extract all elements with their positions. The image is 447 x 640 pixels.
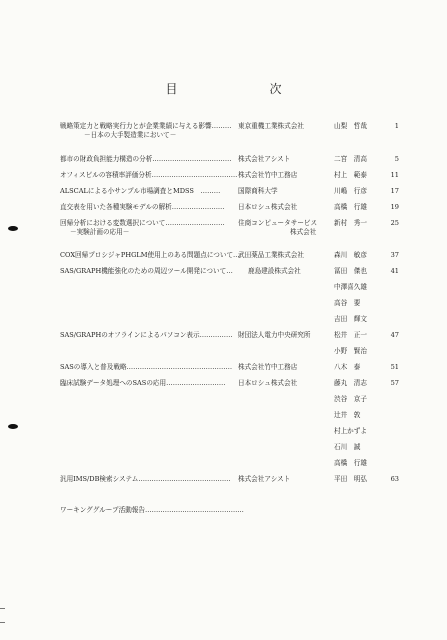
toc-entry [0,330,447,340]
page-title: 目 次 [165,82,322,96]
entry-org: 株式会社竹中工務店 [238,363,298,371]
scan-mark [0,622,5,623]
entry-page: 19 [390,203,399,211]
entry-title: 戦略策定力と戦略実行力とが企業業績に与える影響……… [60,122,232,130]
toc-entry [0,154,447,164]
entry-title: SASの導入と普及戦略………………………………………… [60,363,233,371]
entry-org-cont: 株式会社 [290,228,317,236]
entry-page: 17 [390,187,399,195]
entry-author: 平田 明弘 [334,475,367,483]
entry-author: 川嶋 行彦 [334,187,367,195]
toc-entry [0,170,447,180]
toc-entry [0,362,447,372]
entry-subtitle: －実験計画の応用－ [70,228,130,236]
entry-page: 25 [390,219,399,227]
entry-org: 鹿島建設株式会社 [248,267,301,275]
entry-page: 5 [394,155,399,163]
entry-subtitle: －日本の大手製造業において－ [84,131,177,139]
scan-mark [8,424,18,429]
entry-author: 松井 正一 [334,331,367,339]
entry-title: ALSCALによる小サンプル市場調査とMDSS ……… [60,187,221,195]
entry-author: 山梨 哲哉 [334,122,367,130]
entry-page: 63 [390,475,399,483]
entry-title: 直交表を用いた各種実験モデルの解析…………………… [60,203,225,211]
entry-title: 都市の財政負担能力構造の分析……………………………… [60,155,232,163]
entry-page: 11 [390,171,399,179]
entry-title: 臨床試験データ処理へのSASの応用……………………… [60,379,226,387]
entry-org: 東京重機工業株式会社 [238,122,304,130]
entry-coauthor: 渋谷 京子 [334,395,367,403]
toc-entry [0,202,447,212]
entry-author: 森川 敏彦 [334,251,367,259]
toc-entry [0,250,447,260]
entry-title: 汎用IMS/DB検索システム…………………………………… [60,475,231,483]
entry-author: 村上 範泰 [334,171,367,179]
scan-mark [8,226,18,231]
entry-coauthor: 高谷 要 [334,299,361,307]
entry-title: COX回帰プロシジャPHGLM使用上のある問題点について… [60,251,240,259]
entry-coauthor: 辻井 敦 [334,411,361,419]
entry-org: 住商コンピュータサービス [238,219,318,227]
entry-title: オフィスビルの容積率評価分析………………………………… [60,171,238,179]
toc-entry [0,186,447,196]
entry-coauthor: 中澤喜久雄 [334,283,367,291]
toc-entry [0,266,447,276]
toc-entry [0,121,447,131]
entry-page: 57 [390,379,399,387]
entry-coauthor: 村上かずよ [334,427,367,435]
scan-mark [0,608,5,609]
entry-author: 高橋 行雄 [334,203,367,211]
entry-org: 武田薬品工業株式会社 [238,251,304,259]
toc-entry [0,505,447,515]
entry-org: 日本ロシュ株式会社 [238,203,298,211]
entry-org: 国際商科大学 [238,187,278,195]
entry-org: 日本ロシュ株式会社 [238,379,298,387]
entry-author: 二宮 清高 [334,155,367,163]
entry-author: 藤丸 清志 [334,379,367,387]
entry-org: 株式会社アシスト [238,475,291,483]
entry-page: 1 [394,122,399,130]
entry-author: 新村 秀一 [334,219,367,227]
entry-author: 八木 泰 [334,363,361,371]
entry-title: SAS/GRAPH機能強化のための周辺ツール開発について… [60,267,233,275]
entry-coauthor: 高橋 行雄 [334,459,367,467]
toc-entry [0,474,447,484]
entry-page: 47 [390,331,399,339]
entry-coauthor: 小野 賢治 [334,347,367,355]
entry-coauthor: 石川 誠 [334,443,361,451]
entry-org: 財団法人電力中央研究所 [238,331,311,339]
entry-page: 51 [390,363,399,371]
entry-title: 回帰分析における変数選択について……………………… [60,219,225,227]
entry-title: SAS/GRAPHのオフラインによるパソコン表示…………… [60,331,233,339]
entry-page: 37 [390,251,399,259]
entry-author: 冨田 傑也 [334,267,367,275]
entry-title: ワーキンググループ活動報告……………………………………… [60,506,244,514]
toc-entry [0,218,447,228]
toc-entry [0,378,447,388]
entry-org: 株式会社竹中工務店 [238,171,298,179]
entry-org: 株式会社アシスト [238,155,291,163]
entry-page: 41 [390,267,399,275]
entry-coauthor: 吉田 輝文 [334,315,367,323]
